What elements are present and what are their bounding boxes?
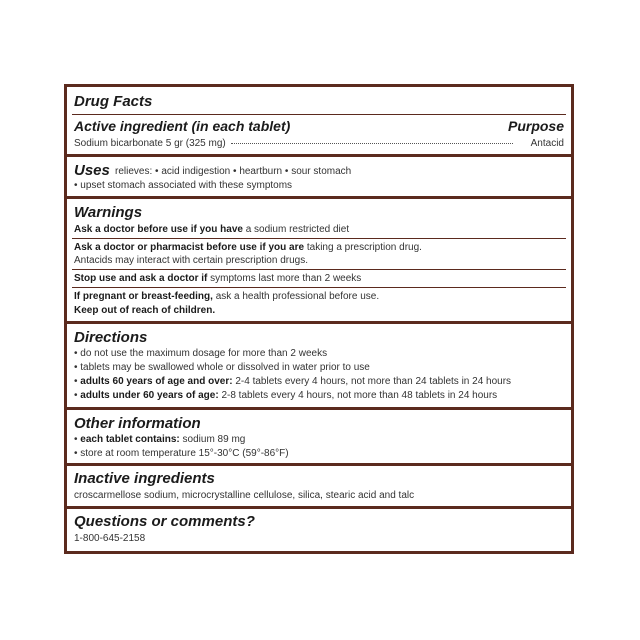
warning-4: If pregnant or breast-feeding, ask a health professional before use.	[74, 291, 380, 302]
uses-title: Uses	[74, 162, 110, 179]
inactive-title: Inactive ingredients	[74, 470, 215, 487]
leader-dots	[231, 143, 513, 144]
inactive-text: croscarmellose sodium, microcrystalline cellulose, silica, stearic acid and talc	[74, 490, 415, 501]
section-divider	[67, 321, 571, 324]
drug-facts-label	[64, 84, 574, 554]
warning-1: Ask a doctor before use if you have a sodium restricted diet	[74, 224, 350, 235]
active-ingredient: Sodium bicarbonate 5 gr (325 mg)	[74, 138, 226, 149]
phone-number: 1-800-645-2158	[74, 533, 146, 544]
other-info-title: Other information	[74, 415, 201, 432]
section-divider	[67, 407, 571, 410]
divider	[72, 114, 566, 115]
divider	[72, 269, 566, 270]
divider	[72, 238, 566, 239]
uses-line-1: relieves: • acid indigestion • heartburn • sour stomach	[115, 166, 352, 177]
warning-2: Ask a doctor or pharmacist before use if you are taking a prescription drug.	[74, 242, 422, 253]
divider	[72, 287, 566, 288]
uses-line-2: • upset stomach associated with these symptoms	[74, 180, 293, 191]
section-divider	[67, 154, 571, 157]
other-info-1: • each tablet contains: sodium 89 mg	[74, 434, 246, 445]
drug-facts-title: Drug Facts	[74, 93, 153, 110]
purpose-value: Antacid	[530, 138, 564, 149]
warning-5: Keep out of reach of children.	[74, 305, 216, 316]
active-ingredient-row	[74, 138, 564, 150]
direction-1: • do not use the maximum dosage for more than 2 weeks	[74, 348, 328, 359]
active-ingredient-header: Active ingredient (in each tablet)	[74, 118, 291, 134]
questions-title: Questions or comments?	[74, 513, 255, 530]
direction-4: • adults under 60 years of age: 2-8 tablets every 4 hours, not more than 48 tablets in 24 hours	[74, 390, 498, 401]
warning-2-line-2: Antacids may interact with certain prescription drugs.	[74, 255, 308, 266]
section-divider	[67, 463, 571, 466]
directions-title: Directions	[74, 329, 148, 346]
purpose-header: Purpose	[507, 118, 564, 134]
direction-2: • tablets may be swallowed whole or dissolved in water prior to use	[74, 362, 370, 373]
section-divider	[67, 506, 571, 509]
section-divider	[67, 196, 571, 199]
warnings-title: Warnings	[74, 204, 143, 221]
other-info-2: • store at room temperature 15°-30°C (59°-86°F)	[74, 448, 289, 459]
direction-3: • adults 60 years of age and over: 2-4 tablets every 4 hours, not more than 24 tablets in 24 hours	[74, 376, 512, 387]
warning-3: Stop use and ask a doctor if symptoms last more than 2 weeks	[74, 273, 362, 284]
